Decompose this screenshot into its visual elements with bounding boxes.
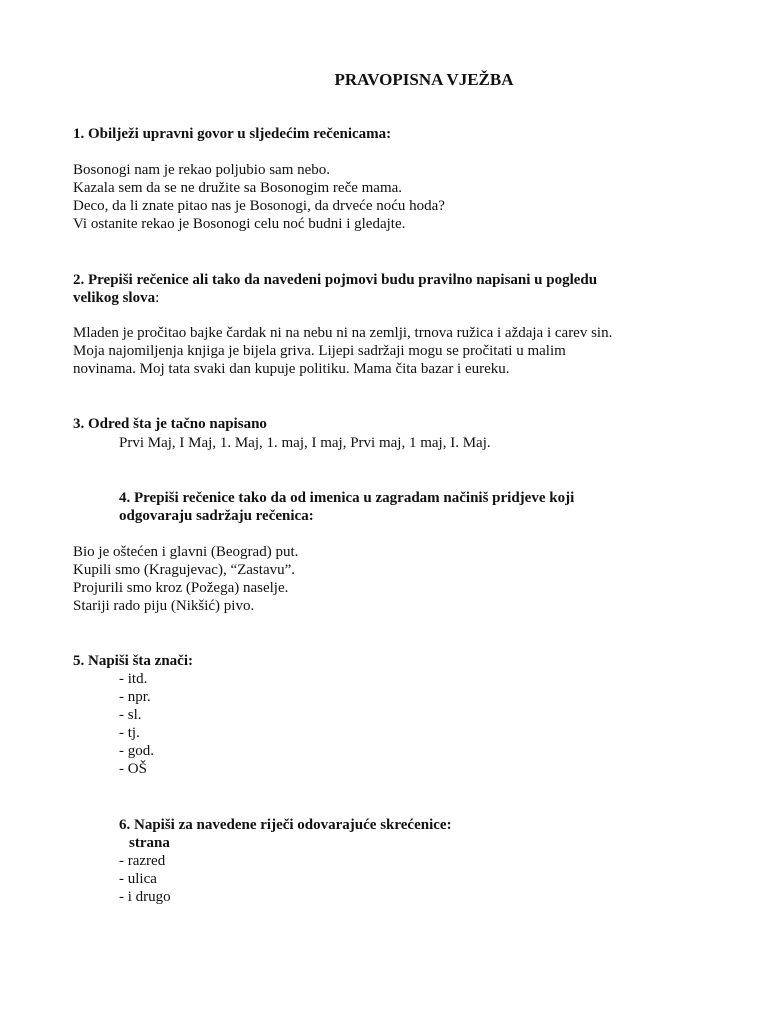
section-1-sentence: Vi ostanite rekao je Bosonogi celu noć budni i gledajte. [73, 216, 406, 232]
section-5-item: - itd. [119, 671, 148, 687]
section-3-heading: 3. Odred šta je tačno napisano [73, 416, 267, 432]
section-4-sentences [73, 543, 298, 615]
section-5-item: - god. [119, 743, 154, 759]
section-5-item: - npr. [119, 689, 151, 705]
section-4-heading-line-2: odgovaraju sadržaju rečenica: [119, 508, 314, 524]
section-4-heading-line-1: 4. Prepiši rečenice tako da od imenica u zagradam načiniš pridjeve koji [119, 490, 575, 506]
section-5-item: - tj. [119, 725, 140, 741]
section-1-sentence: Kazala sem da se ne družite sa Bosonogim reče mama. [73, 180, 403, 196]
section-4-sentence: Projurili smo kroz (Požega) naselje. [73, 580, 289, 596]
section-6-item: - razred [119, 853, 166, 869]
section-1-heading: 1. Obilježi upravni govor u sljedećim rečenicama: [73, 126, 392, 142]
section-2-paragraph-line: Moja najomiljenja knjiga je bijela griva. Lijepi sadržaji mogu se pročitati u malim [73, 343, 566, 359]
section-2-heading-line-2 [73, 289, 159, 307]
section-2-paragraph-line: Mladen je pročitao bajke čardak ni na nebu ni na zemlji, trnova ružica i aždaja i carev sin. [73, 325, 613, 341]
section-2-heading-bold: velikog slova [73, 290, 156, 306]
section-2-paragraph-line: novinama. Moj tata svaki dan kupuje politiku. Mama čita bazar i eureku. [73, 361, 510, 377]
section-4-sentence: Bio je oštećen i glavni (Beograd) put. [73, 544, 299, 560]
section-2-heading-line-1: 2. Prepiši rečenice ali tako da navedeni pojmovi budu pravilno napisani u pogledu [73, 272, 598, 288]
section-6-item: - i drugo [119, 889, 171, 905]
section-1-sentences [73, 161, 445, 233]
section-3-options: Prvi Maj, I Maj, 1. Maj, 1. maj, I maj, Prvi maj, 1 maj, I. Maj. [119, 435, 491, 451]
section-1-sentence: Deco, da li znate pitao nas je Bosonogi, da drveće noću hoda? [73, 198, 445, 214]
section-5-item: - sl. [119, 707, 142, 723]
page-title: PRAVOPISNA VJEŽBA [334, 70, 514, 89]
section-5-item: - OŠ [119, 761, 147, 777]
section-4-sentence: Kupili smo (Kragujevac), “Zastavu”. [73, 562, 296, 578]
section-2-paragraph [73, 324, 612, 378]
section-2-heading-colon: : [155, 290, 160, 306]
section-5-heading: 5. Napiši šta znači: [73, 653, 193, 669]
section-6-first-item: strana [129, 835, 170, 851]
section-5-list [119, 670, 154, 778]
section-6-heading: 6. Napiši za navedene riječi odovarajuće skrećenice: [119, 817, 452, 833]
section-1-sentence: Bosonogi nam je rekao poljubio sam nebo. [73, 162, 331, 178]
section-4-sentence: Stariji rado piju (Nikšić) pivo. [73, 598, 255, 614]
section-6-list [119, 852, 171, 906]
section-6-item: - ulica [119, 871, 157, 887]
